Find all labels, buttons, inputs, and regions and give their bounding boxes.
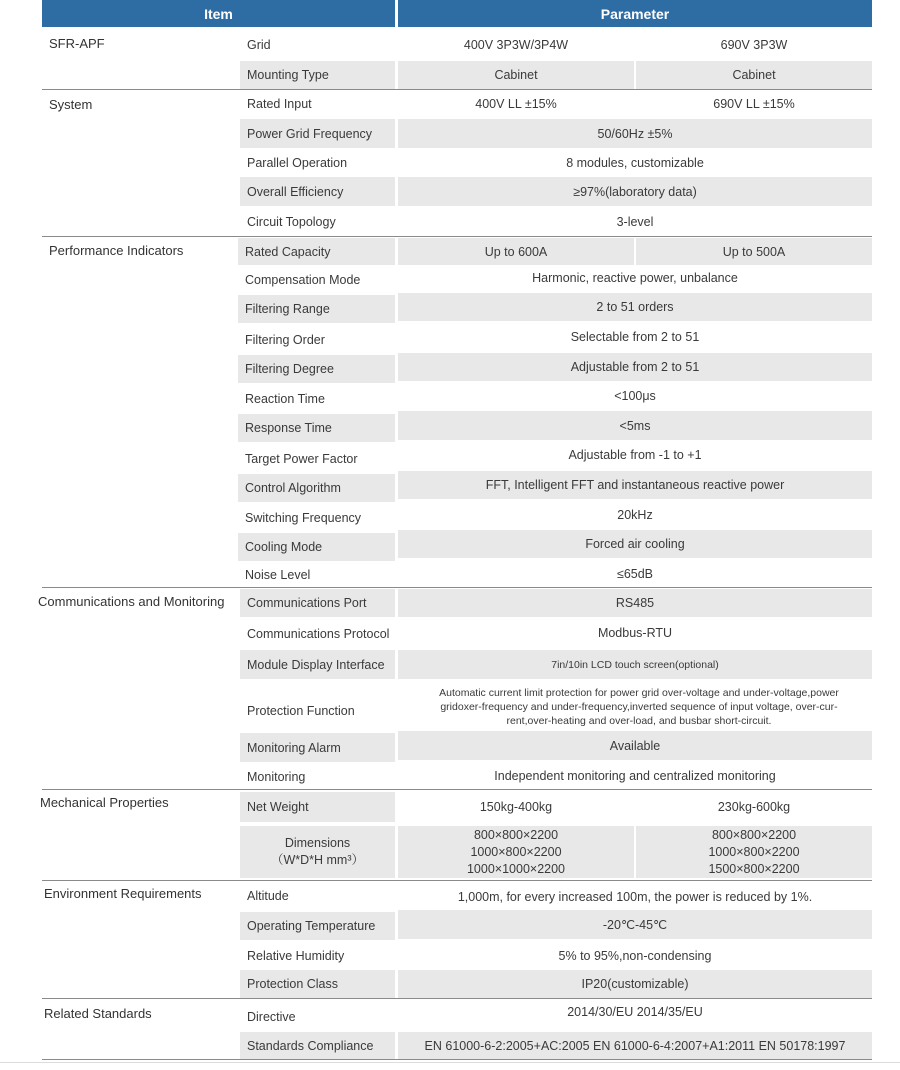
rated-capacity-value-1: Up to 600A [398,238,634,265]
compensation-mode-value: Harmonic, reactive power, unbalance [532,271,738,285]
noise-level-value: ≤65dB [616,566,654,581]
row-label-response-time: Response Time [238,414,395,442]
mounting-type-value-1: Cabinet [398,61,634,89]
row-label-altitude: Altitude [247,889,289,903]
row-label-protection-function: Protection Function [247,704,355,718]
section-divider [42,880,872,881]
category-performance: Performance Indicators [49,243,184,258]
row-label-cooling-mode: Cooling Mode [238,533,395,561]
row-label-compensation-mode: Compensation Mode [245,272,361,287]
row-label-noise-level: Noise Level [245,567,311,582]
rated-input-value-1: 400V LL ±15% [475,96,557,111]
mounting-type-value-2: Cabinet [636,61,872,89]
relative-humidity-value: 5% to 95%,non-condensing [558,948,712,963]
category-standards: Related Standards [44,1006,152,1021]
row-label-rated-input: Rated Input [247,96,312,111]
row-label-communications-protocol: Communications Protocol [247,626,390,641]
category-communications: Communications and Monitoring [38,594,225,609]
row-label-filtering-range: Filtering Range [238,295,395,323]
section-divider [42,236,872,237]
row-label-circuit-topology: Circuit Topology [247,215,336,229]
operating-temperature-value: -20℃-45℃ [398,910,872,939]
row-label-overall-efficiency: Overall Efficiency [240,177,395,206]
parallel-operation-value: 8 modules, customizable [566,155,704,170]
row-label-monitoring: Monitoring [247,769,306,784]
row-label-dimensions [240,826,395,878]
row-label-target-power-factor: Target Power Factor [245,452,358,466]
switching-frequency-value: 20kHz [617,508,653,522]
row-label-net-weight: Net Weight [240,792,395,822]
header-item: Item [42,0,395,27]
row-label-reaction-time: Reaction Time [245,392,325,406]
control-algorithm-value: FFT, Intelligent FFT and instantaneous reactive power [398,471,872,499]
category-sfr-apf: SFR-APF [49,36,105,51]
row-label-directive: Directive [247,1010,296,1024]
page-bottom-border [0,1062,900,1063]
row-label-filtering-order: Filtering Order [245,333,325,347]
filtering-range-value: 2 to 51 orders [398,293,872,321]
dimensions-value-1-line: 1000×1000×2200 [466,861,566,876]
rated-input-value-2: 690V LL ±15% [713,96,795,111]
communications-protocol-value: Modbus-RTU [597,625,673,640]
row-label-grid: Grid [247,37,271,52]
dimensions-value-2-line: 800×800×2200 [711,827,797,842]
protection-class-value: IP20(customizable) [398,970,872,998]
row-label-filtering-degree: Filtering Degree [238,355,395,383]
directive-value: 2014/30/EU 2014/35/EU [567,1005,703,1019]
dimensions-value-1-line: 800×800×2200 [473,827,559,842]
display-interface-value: 7in/10in LCD touch screen(optional) [398,650,872,679]
grid-value-2: 690V 3P3W [720,37,788,52]
monitoring-alarm-value: Available [398,731,872,760]
section-divider [42,1059,872,1060]
section-divider [42,587,872,588]
filtering-order-value: Selectable from 2 to 51 [570,330,700,344]
row-label-monitoring-alarm: Monitoring Alarm [240,733,395,762]
row-label-mounting-type: Mounting Type [240,61,395,89]
cooling-mode-value: Forced air cooling [398,530,872,558]
row-label-grid-frequency: Power Grid Frequency [240,119,395,148]
row-label-parallel-operation: Parallel Operation [247,155,348,170]
dimensions-value-1-line: 1000×800×2200 [470,844,562,859]
grid-value-1: 400V 3P3W/3P4W [463,37,569,52]
header-parameter: Parameter [398,0,872,27]
dimensions-value-1 [398,826,634,878]
dimensions-label-line-1: Dimensions [284,836,351,850]
net-weight-value-2: 230kg-600kg [717,800,791,814]
rated-capacity-value-2: Up to 500A [636,238,872,265]
target-power-factor-value: Adjustable from -1 to +1 [568,448,702,462]
filtering-degree-value: Adjustable from 2 to 51 [398,353,872,381]
category-mechanical: Mechanical Properties [40,795,169,810]
grid-frequency-value: 50/60Hz ±5% [398,119,872,148]
row-label-communications-port: Communications Port [240,589,395,617]
section-divider [42,789,872,790]
overall-efficiency-value: ≥97%(laboratory data) [398,177,872,206]
row-label-rated-capacity: Rated Capacity [238,238,395,265]
row-label-display-interface: Module Display Interface [240,650,395,679]
row-label-operating-temperature: Operating Temperature [240,912,395,940]
category-system: System [49,97,93,112]
communications-port-value: RS485 [398,589,872,617]
response-time-value: <5ms [398,411,872,440]
reaction-time-value: <100μs [614,389,656,403]
dimensions-value-2 [636,826,872,878]
circuit-topology-value: 3-level [616,215,654,229]
net-weight-value-1: 150kg-400kg [479,800,553,814]
dimensions-value-2-line: 1000×800×2200 [708,844,800,859]
protection-function-value: Automatic current limit protection for power grid over-voltage and under-voltage,power gridoxer-frequency and under-frequency,inverted sequence of input voltage, over-cur-rent,over-heating and over-load, and busbar short-circuit. [439,687,839,727]
altitude-value: 1,000m, for every increased 100m, the power is reduced by 1%. [457,890,813,904]
category-environment: Environment Requirements [44,886,202,901]
dimensions-label-line-2: （W*D*H mm³） [270,853,365,867]
row-label-control-algorithm: Control Algorithm [238,474,395,502]
monitoring-value: Independent monitoring and centralized monitoring [494,768,776,783]
row-label-standards-compliance: Standards Compliance [240,1032,395,1059]
row-label-switching-frequency: Switching Frequency [245,511,362,525]
dimensions-value-2-line: 1500×800×2200 [708,861,800,876]
standards-compliance-value: EN 61000-6-2:2005+AC:2005 EN 61000-6-4:2007+A1:2011 EN 50178:1997 [398,1032,872,1059]
row-label-relative-humidity: Relative Humidity [247,948,345,963]
row-label-protection-class: Protection Class [240,970,395,998]
